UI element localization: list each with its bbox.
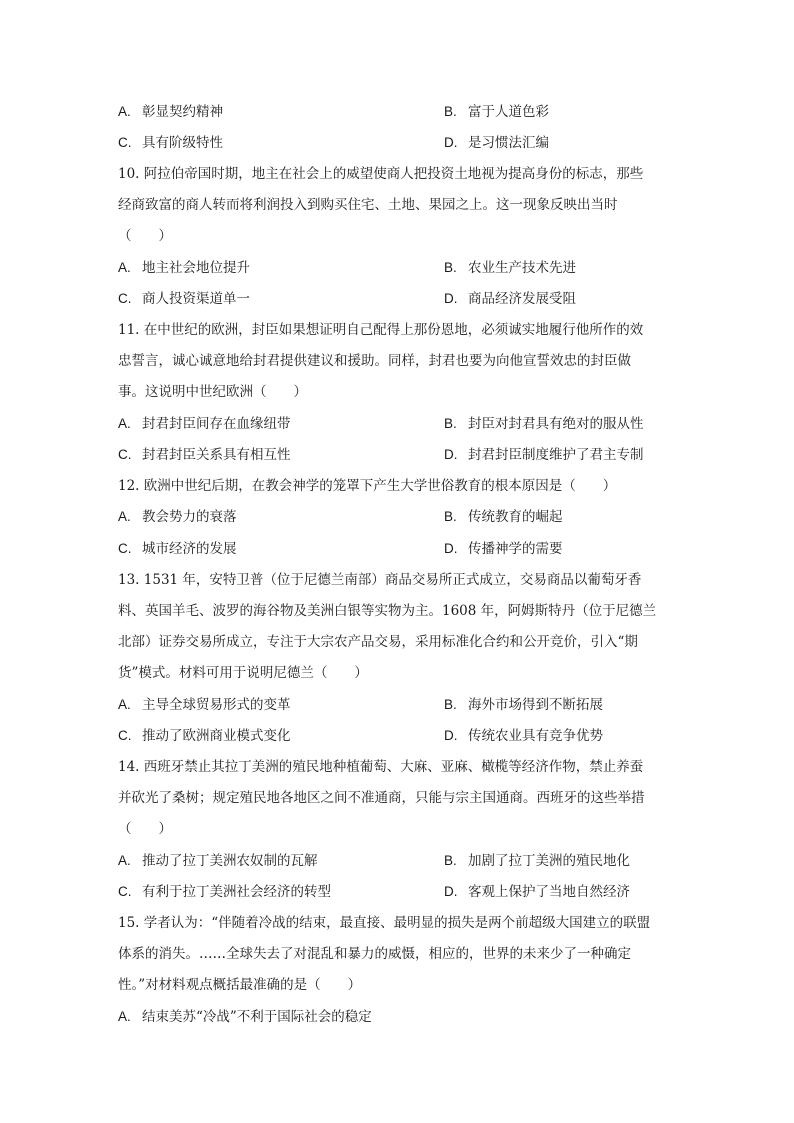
q10-stem-line-2: 经商致富的商人转而将利润投入到购买住宅、土地、果园之上。这一现象反映出当时 bbox=[118, 197, 618, 213]
q14-stem-line-2: 并砍光了桑树；规定殖民地各地区之间不准通商，只能与宗主国通商。西班牙的这些举措 bbox=[118, 790, 645, 806]
q13-stem-line-2: 料、英国羊毛、波罗的海谷物及美洲白银等实物为主。1608 年，阿姆斯特丹（位于尼德兰 bbox=[118, 603, 657, 619]
q13-option-a[interactable]: A. 主导全球贸易形式的变革 bbox=[118, 697, 291, 713]
q11-option-d[interactable]: D. 封君封臣制度维护了君主专制 bbox=[444, 447, 644, 463]
q14-option-b[interactable]: B. 加剧了拉丁美洲的殖民地化 bbox=[444, 853, 630, 869]
q13-option-d[interactable]: D. 传统农业具有竞争优势 bbox=[444, 728, 603, 744]
q11-option-c[interactable]: C. 封君封臣关系具有相互性 bbox=[118, 447, 291, 463]
q14-stem-line-1: 14. 西班牙禁止其拉丁美洲的殖民地种植葡萄、大麻、亚麻、橄榄等经济作物，禁止养蚕 bbox=[118, 759, 644, 775]
q13-option-c[interactable]: C. 推动了欧洲商业模式变化 bbox=[118, 728, 291, 744]
q12-option-b[interactable]: B. 传统教育的崛起 bbox=[444, 509, 563, 525]
q15-option-a[interactable]: A. 结束美苏“冷战”不利于国际社会的稳定 bbox=[118, 1009, 372, 1025]
q11-option-a[interactable]: A. 封君封臣间存在血缘纽带 bbox=[118, 416, 291, 432]
q13-stem-line-1: 13. 1531 年，安特卫普（位于尼德兰南部）商品交易所正式成立，交易商品以葡萄牙香 bbox=[118, 572, 642, 588]
q10-option-d[interactable]: D. 商品经济发展受阻 bbox=[444, 291, 576, 307]
q13-option-row-1 bbox=[118, 695, 678, 715]
q11-option-row-1 bbox=[118, 414, 678, 434]
q10-option-b[interactable]: B. 农业生产技术先进 bbox=[444, 260, 576, 276]
q9-option-row-1 bbox=[118, 102, 678, 122]
q11-stem-line-1: 11. 在中世纪的欧洲，封臣如果想证明自己配得上那份恩地，必须诚实地履行他所作的效 bbox=[118, 322, 644, 338]
q14-option-d[interactable]: D. 客观上保护了当地自然经济 bbox=[444, 884, 630, 900]
q13-stem-line-3: 北部）证券交易所成立，专注于大宗农产品交易，采用标准化合约和公开竞价，引入“期 bbox=[118, 634, 638, 650]
q15-option-row-1 bbox=[118, 1007, 678, 1027]
q10-option-row-2 bbox=[118, 289, 678, 309]
q12-option-d[interactable]: D. 传播神学的需要 bbox=[444, 541, 563, 557]
q9-option-a[interactable]: A. 彰显契约精神 bbox=[118, 104, 223, 120]
q13-stem-line-4: 货”模式。材料可用于说明尼德兰（ ） bbox=[118, 665, 368, 681]
q10-option-row-1 bbox=[118, 258, 678, 278]
q11-option-b[interactable]: B. 封臣对封君具有绝对的服从性 bbox=[444, 416, 644, 432]
q10-option-c[interactable]: C. 商人投资渠道单一 bbox=[118, 291, 250, 307]
q10-stem-line-1: 10. 阿拉伯帝国时期，地主在社会上的威望使商人把投资土地视为提高身份的标志，那些 bbox=[118, 166, 644, 182]
q11-stem-line-2: 忠誓言，诚心诚意地给封君提供建议和援助。同样，封君也要为向他宣誓效忠的封臣做 bbox=[118, 353, 631, 369]
q15-stem-line-1: 15. 学者认为：“伴随着冷战的结束，最直接、最明显的损失是两个前超级大国建立的联盟 bbox=[118, 915, 651, 931]
q9-option-b[interactable]: B. 富于人道色彩 bbox=[444, 104, 549, 120]
q15-stem-line-3: 性。”对材料观点概括最准确的是（ ） bbox=[118, 977, 362, 993]
q9-option-c[interactable]: C. 具有阶级特性 bbox=[118, 135, 223, 151]
q13-option-b[interactable]: B. 海外市场得到不断拓展 bbox=[444, 697, 603, 713]
q12-option-c[interactable]: C. 城市经济的发展 bbox=[118, 541, 237, 557]
q14-option-c[interactable]: C. 有利于拉丁美洲社会经济的转型 bbox=[118, 884, 331, 900]
q14-option-row-1 bbox=[118, 851, 678, 871]
q14-option-a[interactable]: A. 推动了拉丁美洲农奴制的瓦解 bbox=[118, 853, 318, 869]
q12-option-a[interactable]: A. 教会势力的衰落 bbox=[118, 509, 237, 525]
q10-answer-blank: （ ） bbox=[118, 228, 172, 244]
q12-stem-line-1: 12. 欧洲中世纪后期，在教会神学的笼罩下产生大学世俗教育的根本原因是（ ） bbox=[118, 478, 617, 494]
q12-option-row-2 bbox=[118, 539, 678, 559]
q10-option-a[interactable]: A. 地主社会地位提升 bbox=[118, 260, 250, 276]
q14-answer-blank: （ ） bbox=[118, 821, 172, 837]
q13-option-row-2 bbox=[118, 726, 678, 746]
q14-option-row-2 bbox=[118, 882, 678, 902]
q15-stem-line-2: 体系的消失。……全球失去了对混乱和暴力的威慑，相应的，世界的未来少了一种确定 bbox=[118, 946, 631, 962]
q11-option-row-2 bbox=[118, 445, 678, 465]
q9-option-d[interactable]: D. 是习惯法汇编 bbox=[444, 135, 549, 151]
q11-stem-line-3: 事。这说明中世纪欧洲（ ） bbox=[118, 384, 307, 400]
q9-option-row-2 bbox=[118, 133, 678, 153]
q12-option-row-1 bbox=[118, 507, 678, 527]
